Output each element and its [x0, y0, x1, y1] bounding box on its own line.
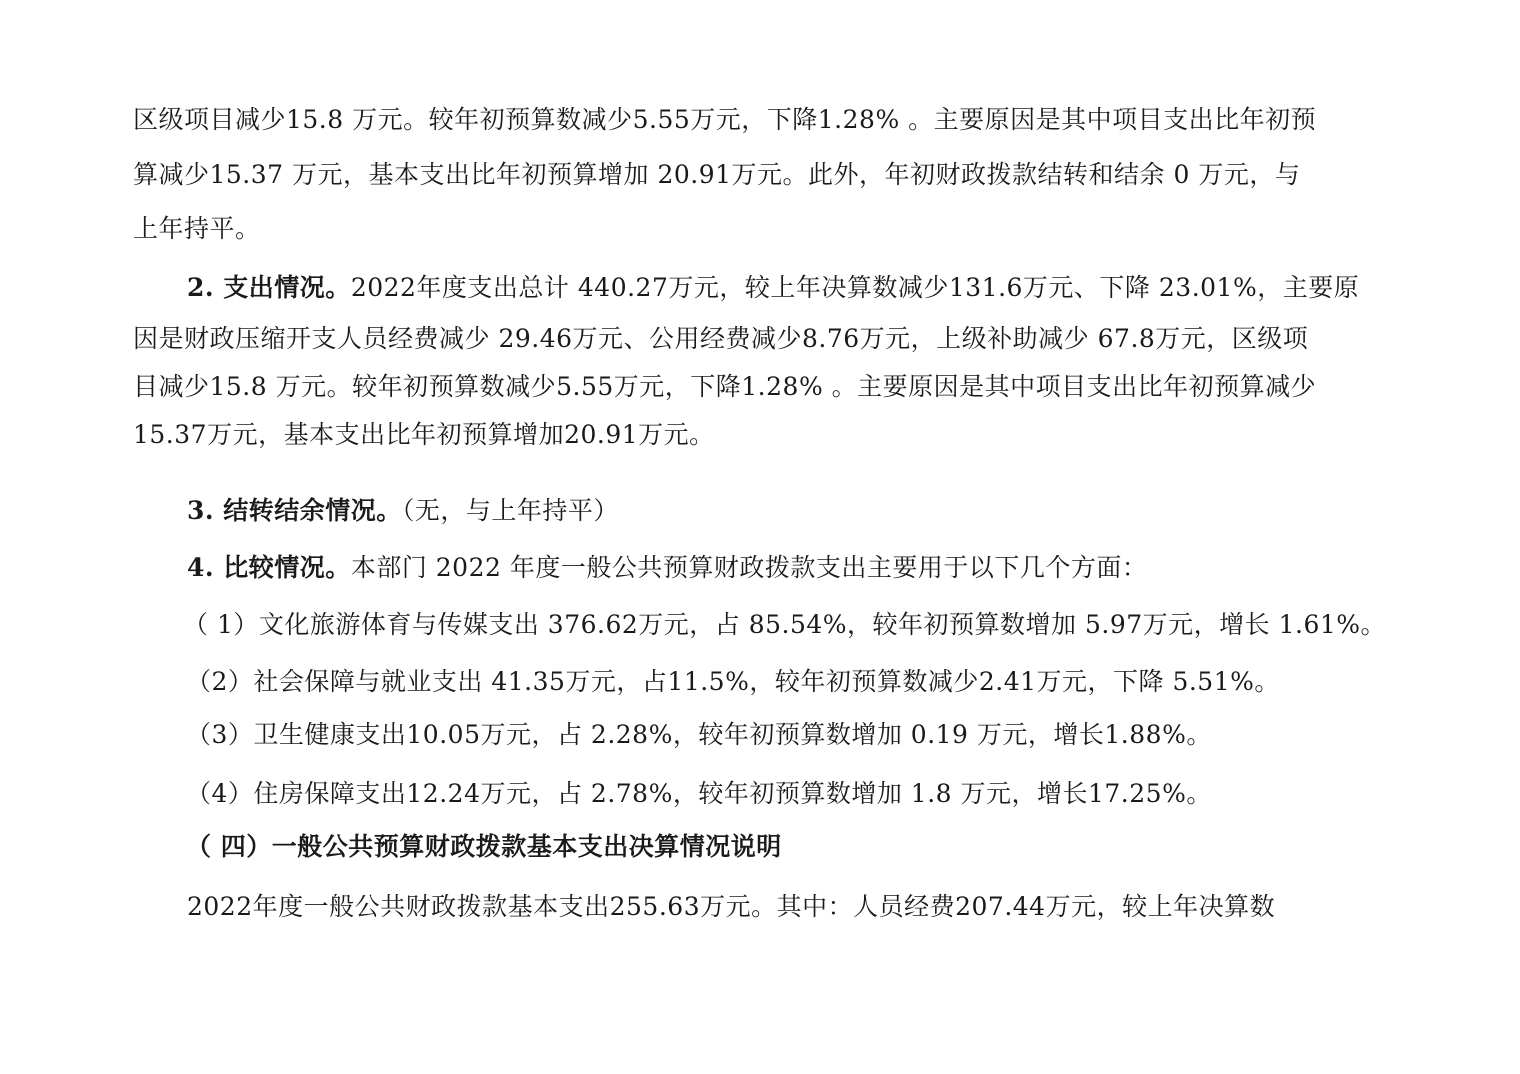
- list-item: （ 1）文化旅游体育与传媒支出 376.62万元，占 85.54%，较年初预算数增加 5.97万元，增长 1.61%。: [183, 610, 1387, 639]
- expenditure-heading: 2. 支出情况。: [187, 273, 351, 302]
- paragraph-line: 目减少15.8 万元。较年初预算数减少5.55万元，下降1.28% 。主要原因是其中项目支出比年初预算减少: [133, 372, 1317, 401]
- comparison-paragraph: [187, 551, 1147, 585]
- paragraph-line: 15.37万元，基本支出比年初预算增加20.91万元。: [133, 420, 715, 449]
- paragraph-line: 算减少15.37 万元，基本支出比年初预算增加 20.91万元。此外，年初财政拨款结转和结余 0 万元，与: [133, 160, 1301, 189]
- list-item: （4）住房保障支出12.24万元，占 2.78%，较年初预算数增加 1.8 万元，增长17.25%。: [186, 779, 1212, 808]
- paragraph-text: 本部门 2022 年度一般公共预算财政拨款支出主要用于以下几个方面：: [350, 553, 1148, 582]
- paragraph-line: 区级项目减少15.8 万元。较年初预算数减少5.55万元，下降1.28% 。主要原因是其中项目支出比年初预: [133, 105, 1317, 134]
- paragraph-line: 2022年度一般公共财政拨款基本支出255.63万元。其中：人员经费207.44万元，较上年决算数: [187, 892, 1276, 921]
- carryover-heading: 3. 结转结余情况。: [187, 496, 402, 525]
- list-item: （2）社会保障与就业支出 41.35万元，占11.5%，较年初预算数减少2.41万元，下降 5.51%。: [186, 667, 1280, 696]
- paragraph-text: 2022年度支出总计 440.27万元，较上年决算数减少131.6万元、下降 23.01%，主要原: [350, 273, 1360, 302]
- paragraph-text: （无，与上年持平）: [401, 496, 619, 525]
- carryover-paragraph: [187, 494, 619, 528]
- paragraph-line: 上年持平。: [133, 214, 261, 243]
- comparison-heading: 4. 比较情况。: [187, 553, 351, 582]
- section-heading: （ 四）一般公共预算财政拨款基本支出决算情况说明: [186, 832, 782, 861]
- list-item: （3）卫生健康支出10.05万元，占 2.28%，较年初预算数增加 0.19 万元，增长1.88%。: [186, 720, 1212, 749]
- paragraph-line: 因是财政压缩开支人员经费减少 29.46万元、公用经费减少8.76万元，上级补助减少 67.8万元，区级项: [133, 324, 1309, 353]
- expenditure-paragraph-first-line: [187, 271, 1359, 305]
